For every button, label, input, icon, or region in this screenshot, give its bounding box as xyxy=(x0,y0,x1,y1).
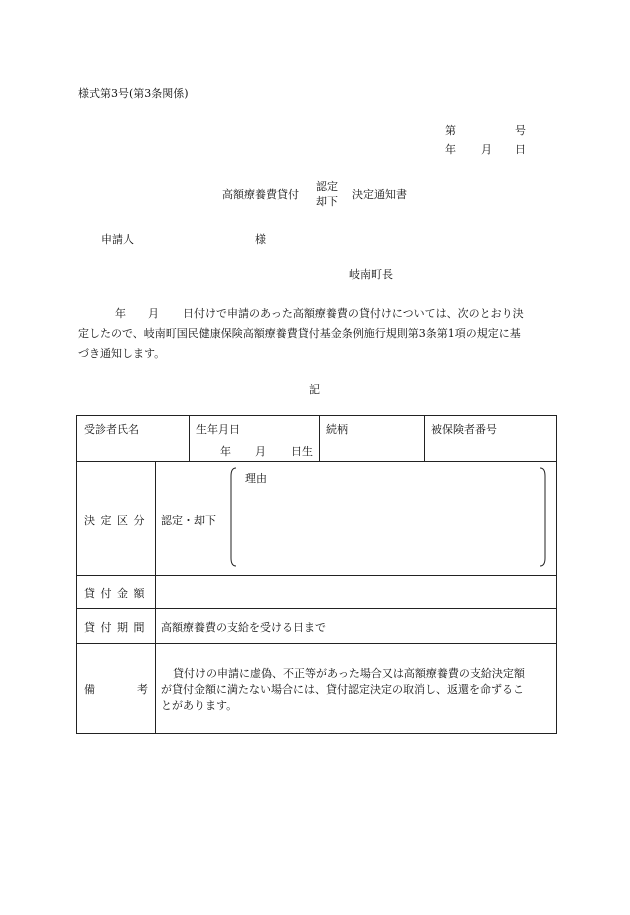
title-option-bottom: 却下 xyxy=(316,195,338,208)
remarks-label-right: 考 xyxy=(137,683,148,696)
patient-name-label: 受診者氏名 xyxy=(84,423,139,436)
title-suffix: 決定通知書 xyxy=(352,188,407,201)
date-day: 日 xyxy=(515,143,526,156)
remarks-line2: が貸付金額に満たない場合には、貸付認定決定の取消し、返還を命ずるこ xyxy=(161,683,524,696)
amount-label: 貸 付 金 額 xyxy=(84,587,146,600)
body-year: 年 xyxy=(115,307,126,320)
decision-label: 決 定 区 分 xyxy=(84,514,146,527)
birth-month: 月 xyxy=(255,445,266,458)
decision-value: 認定・却下 xyxy=(161,514,216,527)
number-prefix: 第 xyxy=(445,124,456,137)
ki-label: 記 xyxy=(309,383,320,396)
remarks-line1: 貸付けの申請に虚偽、不正等があった場合又は高額療養費の支給決定額 xyxy=(173,667,525,680)
reason-bracket xyxy=(228,466,548,568)
period-value: 高額療養費の支給を受ける日まで xyxy=(161,621,326,634)
remarks-label-left: 備 xyxy=(84,683,95,696)
number-suffix: 号 xyxy=(515,124,526,137)
remarks-line3: とがあります。 xyxy=(161,699,238,712)
birth-year: 年 xyxy=(220,445,231,458)
reason-label: 理由 xyxy=(245,472,267,485)
title-prefix: 高額療養費貸付 xyxy=(222,188,299,201)
addressee-honorific: 様 xyxy=(255,233,266,246)
relation-label: 続柄 xyxy=(326,423,348,436)
birth-day: 日生 xyxy=(291,445,313,458)
body-line2: 定したので、岐南町国民健康保険高額療養費貸付基金条例施行規則第3条第1項の規定に基 xyxy=(78,327,521,340)
birthdate-label: 生年月日 xyxy=(196,423,240,436)
date-month: 月 xyxy=(481,143,492,156)
insured-number-label: 被保険者番号 xyxy=(431,423,497,436)
form-label: 様式第3号(第3条関係) xyxy=(78,87,189,100)
title-option-top: 認定 xyxy=(316,180,338,193)
date-year: 年 xyxy=(445,143,456,156)
addressee-label: 申請人 xyxy=(101,233,134,246)
body-line1: 日付けで申請のあった高額療養費の貸付けについては、次のとおり決 xyxy=(183,307,524,320)
body-line3: づき通知します。 xyxy=(78,347,166,360)
period-label: 貸 付 期 間 xyxy=(84,621,146,634)
body-month: 月 xyxy=(148,307,159,320)
issuer: 岐南町長 xyxy=(349,268,393,281)
